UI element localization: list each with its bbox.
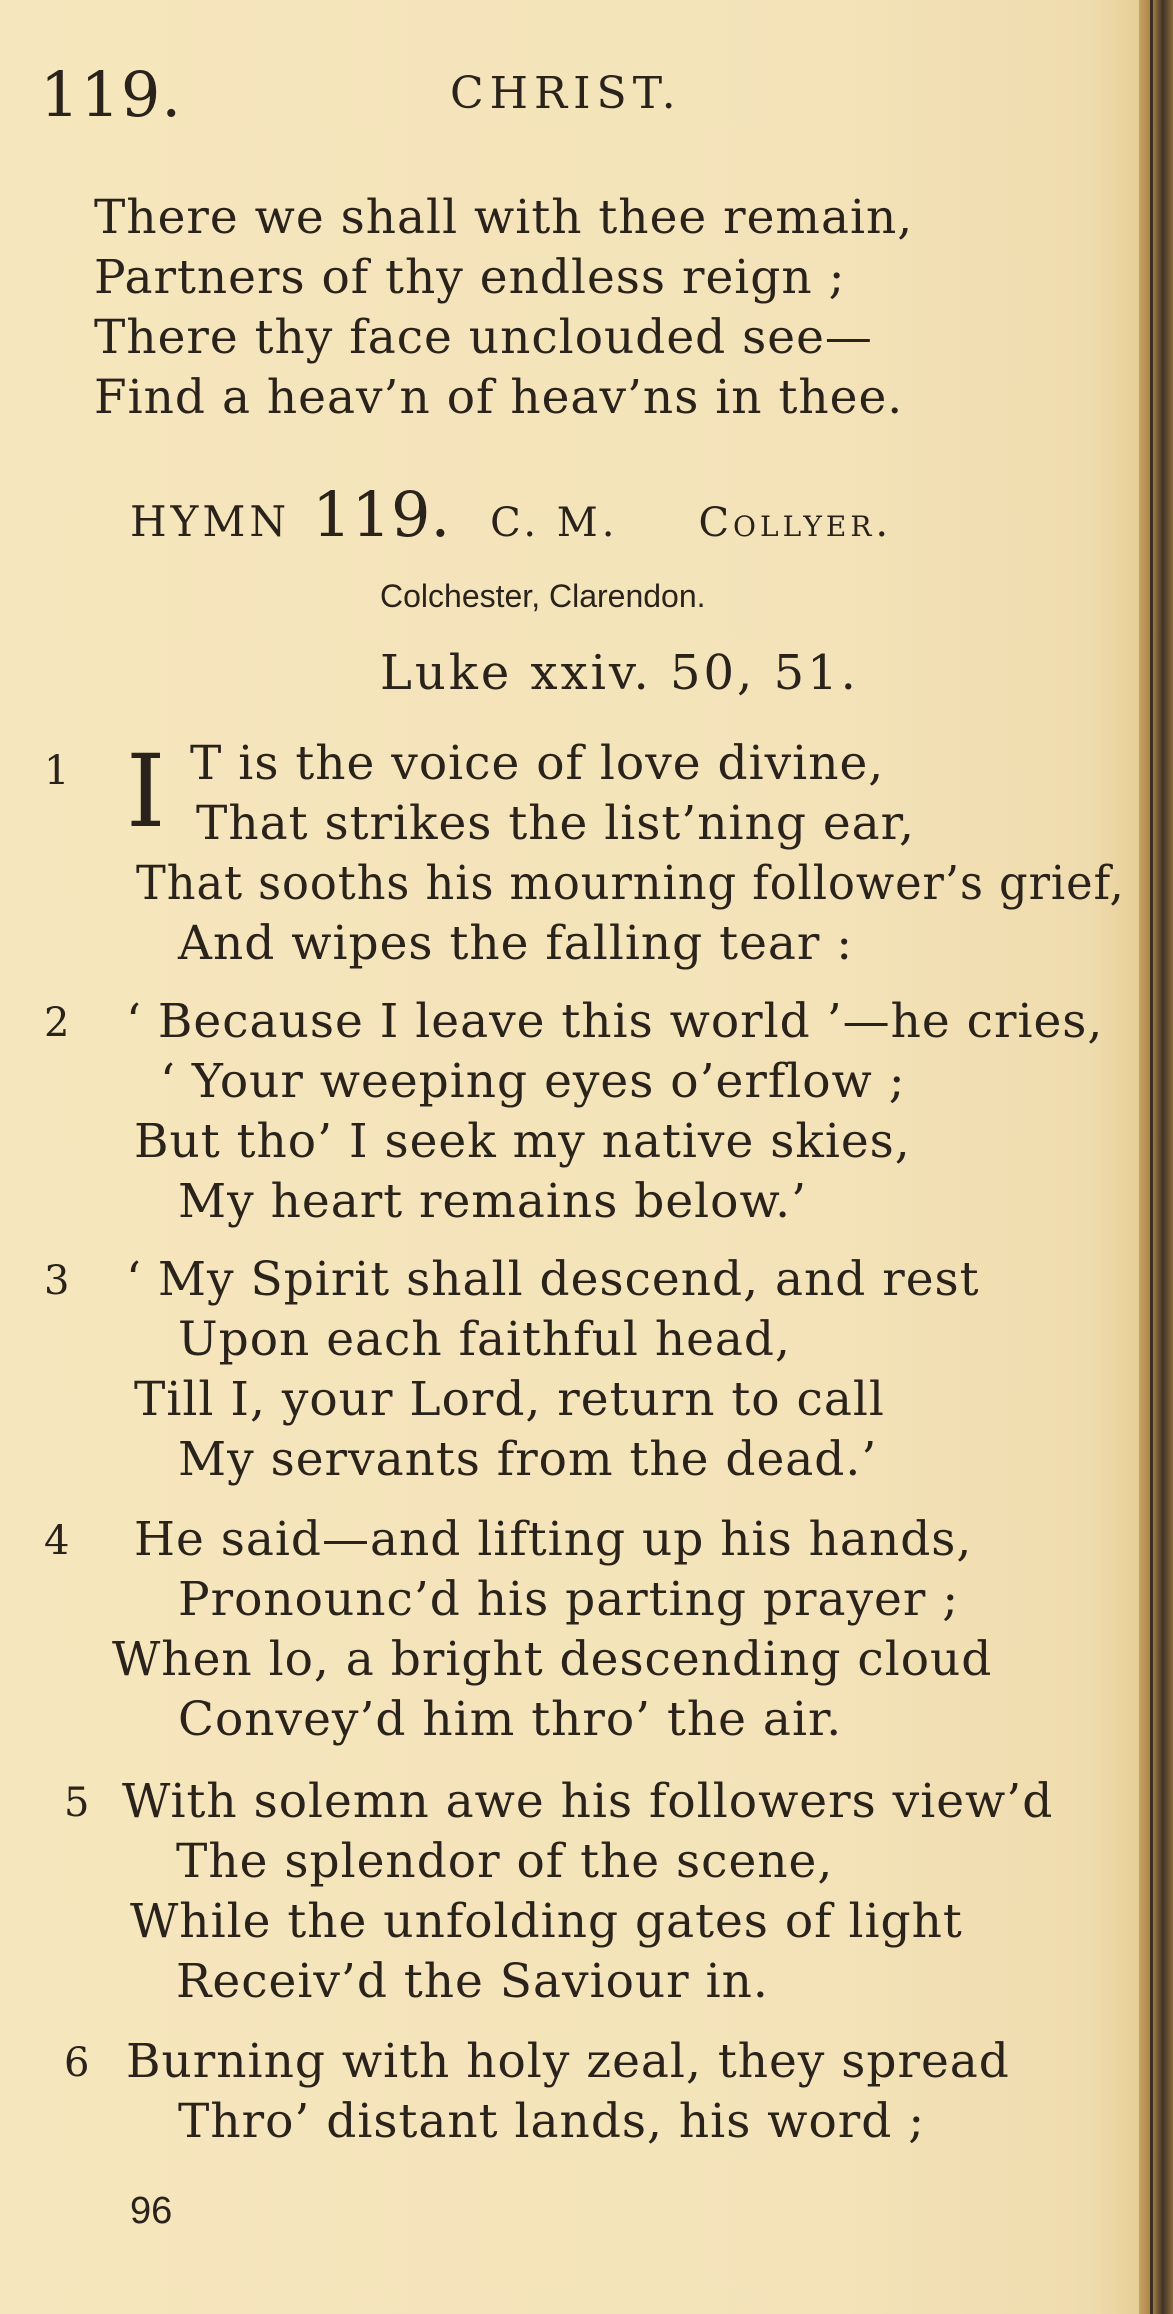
verse-line: With solemn awe his followers view’d	[122, 1774, 1054, 1829]
verse-line: Burning with holy zeal, they spread	[126, 2034, 1010, 2089]
verse-line: That strikes the list’ning ear,	[196, 796, 915, 851]
stanza-line: Partners of thy endless reign ;	[94, 250, 846, 305]
hymn-number: 119.	[312, 478, 451, 551]
verse-number: 3	[44, 1258, 70, 1304]
page-edge	[1139, 0, 1173, 2314]
verse-line: While the unfolding gates of light	[130, 1894, 963, 1949]
verse-line: When lo, a bright descending cloud	[112, 1632, 993, 1687]
verse-line: My heart remains below.’	[178, 1174, 808, 1229]
page-number: 119.	[40, 58, 183, 131]
verse-line: My servants from the dead.’	[178, 1432, 878, 1487]
signature-mark: 96	[130, 2190, 173, 2232]
verse-line: Thro’ distant lands, his word ;	[178, 2094, 926, 2149]
verse-line: ‘ Because I leave this world ’—he cries,	[126, 994, 1104, 1049]
verse-line: He said—and lifting up his hands,	[134, 1512, 973, 1567]
binding-line	[1150, 0, 1153, 2314]
verse-line: Convey’d him thro’ the air.	[178, 1692, 843, 1747]
verse-number: 4	[44, 1518, 70, 1564]
verse-number: 5	[64, 1780, 90, 1826]
running-title: CHRIST.	[450, 68, 682, 119]
verse-line: Upon each faithful head,	[178, 1312, 791, 1367]
verse-number: 2	[44, 1000, 70, 1046]
hymn-author: Collyer.	[698, 500, 893, 546]
drop-cap: I	[126, 733, 166, 850]
verse-line: Pronounc’d his parting prayer ;	[178, 1572, 960, 1627]
hymn-heading	[130, 478, 892, 551]
verse-line: ‘ Your weeping eyes o’erflow ;	[160, 1054, 906, 1109]
verse-line: Receiv’d the Saviour in.	[176, 1954, 769, 2009]
verse-number: 6	[64, 2040, 90, 2086]
verse-line: But tho’ I seek my native skies,	[134, 1114, 911, 1169]
verse-line: That sooths his mourning follower’s grief,	[136, 856, 1125, 911]
verse-line: T is the voice of love divine,	[190, 736, 885, 791]
hymn-meter: C. M.	[490, 500, 619, 546]
stanza-line: Find a heav’n of heav’ns in thee.	[94, 370, 904, 425]
verse-line: ‘ My Spirit shall descend, and rest	[126, 1252, 980, 1307]
hymn-label: HYMN	[130, 497, 291, 546]
scripture-reference: Luke xxiv. 50, 51.	[380, 645, 859, 701]
verse-number: 1	[44, 748, 70, 794]
stanza-line: There thy face unclouded see—	[94, 310, 873, 365]
verse-line: And wipes the falling tear :	[178, 916, 854, 971]
verse-line: Till I, your Lord, return to call	[134, 1372, 885, 1427]
verse-line: The splendor of the scene,	[176, 1834, 834, 1889]
hymn-tunes: Colchester, Clarendon.	[380, 578, 706, 614]
stanza-line: There we shall with thee remain,	[94, 190, 914, 245]
